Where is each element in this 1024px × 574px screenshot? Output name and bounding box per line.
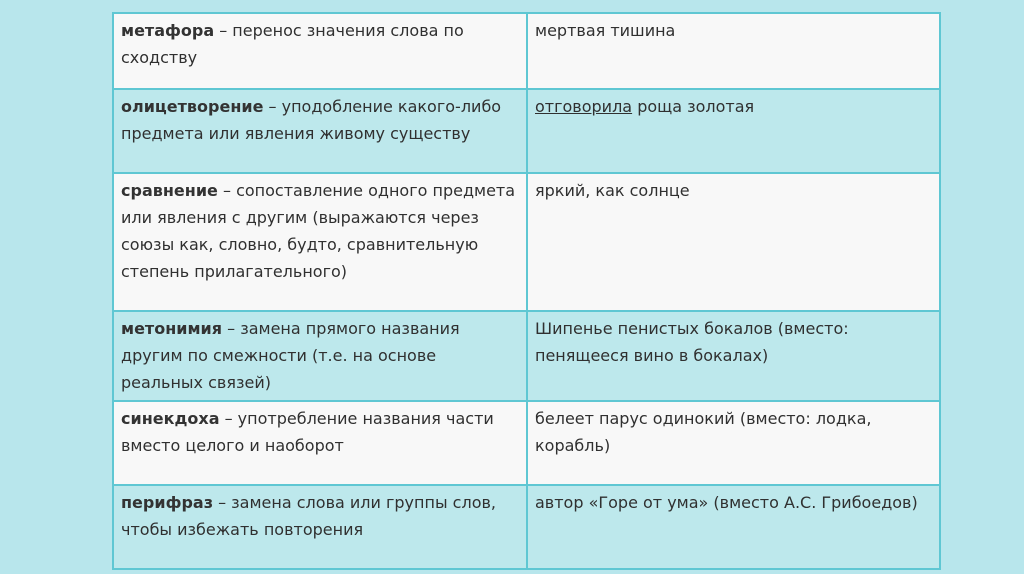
table-row-periphrasis (113, 485, 940, 569)
example-text: автор «Горе от ума» (вместо А.С. Грибоедов) (535, 493, 918, 512)
term-definition: – употребление названия части вместо целого и наоборот (121, 409, 494, 455)
example-cell (527, 485, 940, 569)
example-text: мертвая тишина (535, 21, 676, 40)
term-definition: – уподобление какого-либо предмета или явления живому существу (121, 97, 502, 143)
table-row-metaphor (113, 13, 940, 89)
term-cell (113, 13, 527, 89)
term-name: перифраз (121, 493, 213, 512)
table-row-synecdoche (113, 401, 940, 485)
example-text: яркий, как солнце (535, 181, 690, 200)
term-definition: – замена слова или группы слов, чтобы избежать повторения (121, 493, 496, 539)
term-cell (113, 89, 527, 173)
term-definition: – замена прямого названия другим по смежности (т.е. на основе реальных связей) (121, 319, 460, 392)
term-name: сравнение (121, 181, 218, 200)
example-cell (527, 89, 940, 173)
example-text: Шипенье пенистых бокалов (вместо: пенящееся вино в бокалах) (535, 319, 849, 365)
example-cell (527, 173, 940, 311)
term-definition: – сопоставление одного предмета или явления с другим (выражаются через союзы как, словно, будто, сравнительную степень прилагательного) (121, 181, 516, 281)
term-cell (113, 485, 527, 569)
term-name: метонимия (121, 319, 223, 338)
example-underlined-word: отговорила (535, 97, 633, 116)
table-row-personification (113, 89, 940, 173)
terms-table (112, 12, 941, 570)
term-name: олицетворение (121, 97, 264, 116)
table-row-comparison (113, 173, 940, 311)
example-cell (527, 401, 940, 485)
example-text: белеет парус одинокий (вместо: лодка, корабль) (535, 409, 872, 455)
term-cell (113, 401, 527, 485)
example-text: роща золотая (632, 97, 755, 116)
term-cell (113, 311, 527, 401)
example-cell (527, 13, 940, 89)
example-cell (527, 311, 940, 401)
term-name: синекдоха (121, 409, 220, 428)
term-cell (113, 173, 527, 311)
term-definition: – перенос значения слова по сходству (121, 21, 464, 67)
table-row-metonymy (113, 311, 940, 401)
term-name: метафора (121, 21, 215, 40)
